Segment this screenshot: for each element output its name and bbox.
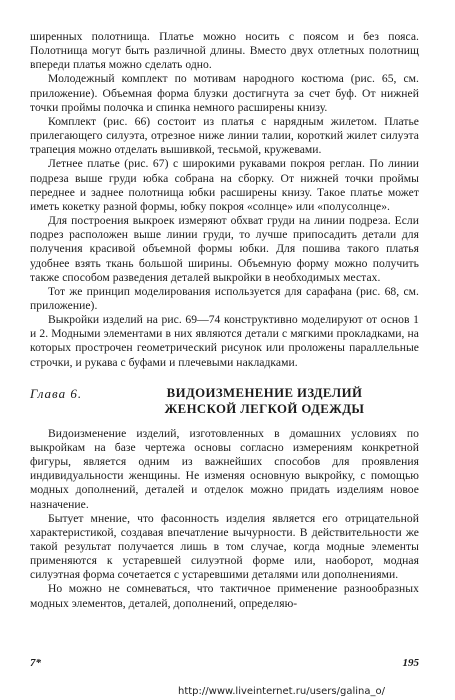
chapter-title-line: ЖЕНСКОЙ ЛЕГКОЙ ОДЕЖДЫ — [164, 401, 365, 416]
page-footer — [30, 657, 419, 669]
paragraph: Бытует мнение, что фасонность изделия является его отрицательной характеристикой, создавая впечатление вычурности. В действительности же такой результат получается лишь в том случае, когда модные элементы применяются к устаревшей силуэтной форме или, наоборот, модная силуэтная форма сочетается с устаревшими деталями или дополнениями. — [30, 511, 419, 582]
paragraph: Молодежный комплект по мотивам народного костюма (рис. 65, см. приложение). Объемная форма блузки достигнута за счет буф. От нижней точки проймы полочка и спинка немного расширены книзу. — [30, 72, 419, 114]
paragraph: Для построения выкроек измеряют обхват груди на линии подреза. Если подрез расположен выше линии груди, то лучше припосадить детали для получения красивой объемной формы юбки. Для пошива такого платья удобнее взять ткань большой ширины. Объемную форму можно получить также способом разведения деталей выкройки в необходимых местах. — [30, 214, 419, 284]
paragraph: Летнее платье (рис. 67) с широкими рукавами покроя реглан. По линии подреза выше груди юбка собрана на сборку. От нижней точки проймы переднее и заднее полотнища юбки расширены книзу. Такое платье может иметь кокетку разной формы, юбку покроя «солнце» или «полусолнце». — [30, 157, 419, 213]
page-number: 195 — [402, 657, 419, 669]
printer-signature: 7* — [30, 657, 41, 669]
paragraph: Выкройки изделий на рис. 69—74 конструктивно моделируют от основ 1 и 2. Модными элементами в них являются детали с мягкими прокладками, на которых прострочен геометрический рисунок или проложены параллельные строчки, и рукава с буфами и плечевыми накладками. — [30, 313, 419, 369]
chapter-label: Глава 6. — [30, 385, 83, 401]
chapter-title — [140, 385, 419, 417]
book-page — [30, 30, 419, 611]
paragraph: Но можно не сомневаться, что тактичное применение разнообразных модных элементов, деталей, дополнений, определяю- — [30, 582, 419, 610]
paragraph: Видоизменение изделий, изготовленных в домашних условиях по выкройкам на базе чертежа основы согласно измерениям конкретной фигуры, является одним из важнейших способов для проявления индивидуальности женщины. Не изменяя основную выкройку, с помощью модных дополнений, деталей и отделок можно придать изделиям новое назначение. — [30, 426, 419, 511]
section-gap — [30, 370, 419, 385]
chapter-heading — [30, 385, 419, 417]
paragraph: Комплект (рис. 66) состоит из платья с нарядным жилетом. Платье прилегающего силуэта, отрезное ниже линии талии, короткий жилет силуэта трапеция можно отделать вышивкой, тесьмой, кружевами. — [30, 114, 419, 157]
chapter-title-line: ВИДОИЗМЕНЕНИЕ ИЗДЕЛИЙ — [166, 385, 363, 400]
paragraph: ширенных полотнища. Платье можно носить с поясом и без пояса. Полотнища могут быть различной длины. Вместо двух отлетных полотнищ впереди платья можно сделать одно. — [30, 30, 419, 72]
paragraph: Тот же принцип моделирования используется для сарафана (рис. 68, см. приложение). — [30, 284, 419, 312]
watermark-url: http://www.liveinternet.ru/users/galina_o/ — [178, 686, 385, 697]
